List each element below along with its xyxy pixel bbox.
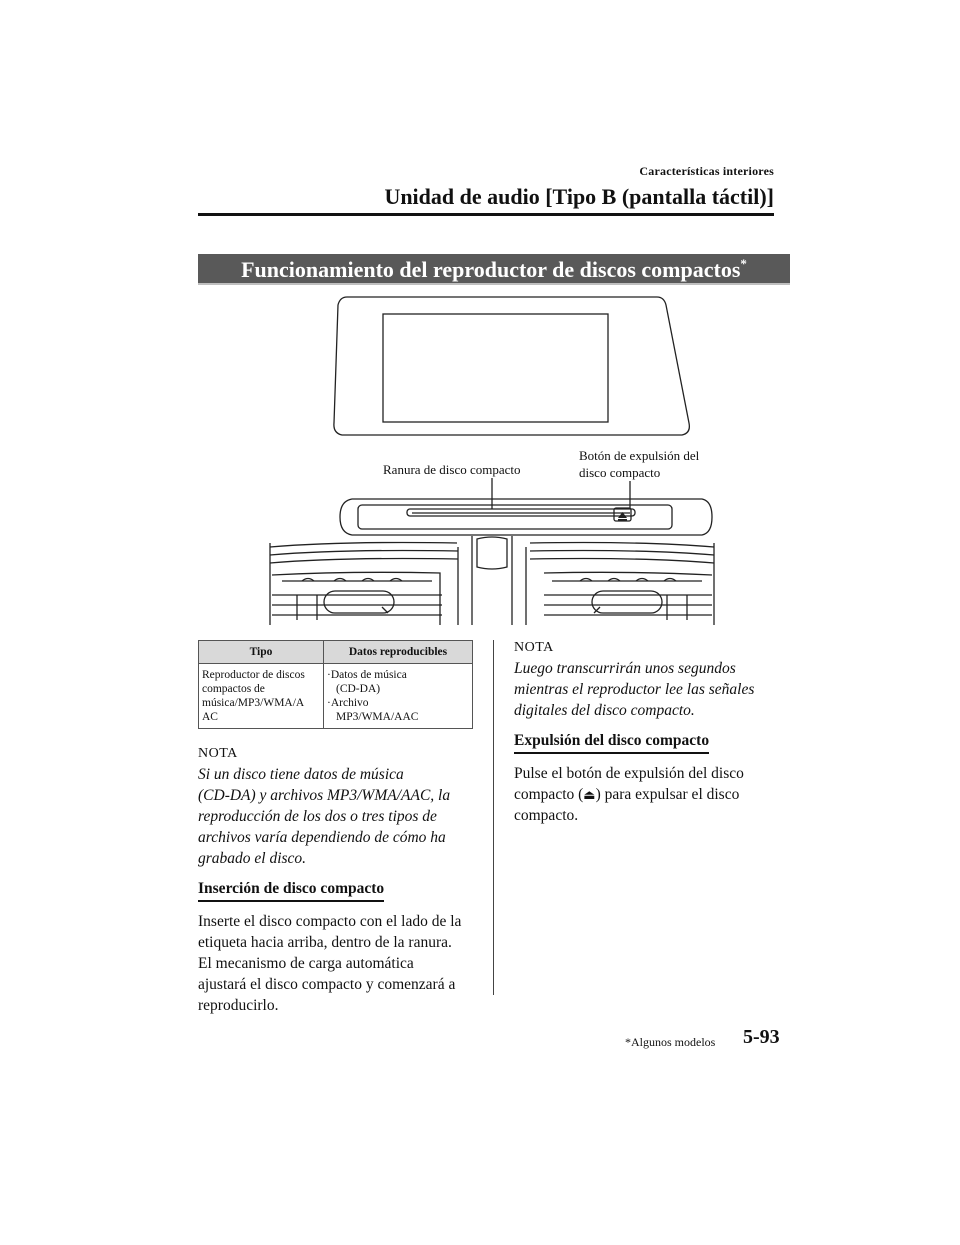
insert-line: ajustará el disco compacto y comenzará a — [198, 976, 456, 993]
eject-text: compacto ( — [514, 786, 584, 803]
page-number: 5-93 — [743, 1026, 780, 1048]
insert-line: El mecanismo de carga automática — [198, 955, 414, 972]
note-line: reproducción de los dos o tres tipos de — [198, 808, 437, 825]
eject-line: compacto. — [514, 807, 579, 824]
footnote: *Algunos modelos — [625, 1035, 716, 1049]
type-line: música/MP3/WMA/A — [202, 697, 305, 709]
type-cell — [199, 664, 324, 729]
insert-line: Inserte el disco compacto con el lado de la — [198, 913, 462, 930]
data-item-line: ·Archivo — [327, 697, 369, 709]
note-body — [514, 658, 784, 721]
table-row — [199, 664, 473, 729]
data-item — [327, 696, 469, 724]
data-cell — [324, 664, 473, 729]
eject-icon: ⏏ — [583, 787, 596, 802]
playable-data-table — [198, 640, 473, 729]
table-header-type: Tipo — [199, 641, 324, 664]
insert-line: reproducirlo. — [198, 997, 279, 1014]
eject-heading: Expulsión del disco compacto — [514, 732, 709, 754]
note-line: (CD-DA) y archivos MP3/WMA/AAC, la — [198, 787, 451, 804]
note-label: NOTA — [198, 746, 238, 761]
eject-line — [514, 784, 784, 805]
left-column — [198, 746, 483, 1016]
eject-line: Pulse el botón de expulsión del disco — [514, 765, 744, 782]
slot-callout: Ranura de disco compacto — [383, 462, 521, 477]
insert-line: etiqueta hacia arriba, dentro de la ranura. — [198, 934, 452, 951]
data-item-line: (CD-DA) — [336, 683, 381, 695]
eject-paragraph — [514, 763, 784, 826]
banner-title: Funcionamiento del reproductor de discos compactos — [241, 257, 741, 282]
data-item — [327, 668, 469, 696]
chapter-title: Unidad de audio [Tipo B (pantalla táctil)] — [384, 184, 774, 209]
insert-paragraph — [198, 911, 483, 1016]
section-banner — [198, 254, 790, 285]
section-label: Características interiores — [639, 164, 774, 178]
note-line: Luego transcurrirán unos segundos — [514, 660, 736, 677]
audio-unit-illustration — [262, 295, 722, 630]
note-line: archivos varía dependiendo de cómo ha — [198, 829, 446, 846]
note-line: mientras el reproductor lee las señales — [514, 681, 755, 698]
note-body — [198, 764, 483, 869]
eject-callout-line1: Botón de expulsión del — [579, 448, 700, 463]
eject-text: ) para expulsar el disco — [595, 786, 740, 803]
note-line: digitales del disco compacto. — [514, 702, 695, 719]
data-item-line: ·Datos de música — [327, 669, 407, 681]
type-line: AC — [202, 711, 218, 723]
right-column — [514, 640, 784, 826]
note-line: Si un disco tiene datos de música — [198, 766, 404, 783]
banner-asterisk: * — [740, 256, 747, 271]
type-line: compactos de — [202, 683, 265, 695]
header-rule — [198, 213, 774, 216]
eject-callout — [579, 447, 699, 481]
type-line: Reproductor de discos — [202, 669, 305, 681]
table-header-data: Datos reproducibles — [324, 641, 473, 664]
insert-heading: Inserción de disco compacto — [198, 880, 384, 902]
data-item-line: MP3/WMA/AAC — [336, 711, 419, 723]
note-line: grabado el disco. — [198, 850, 307, 867]
eject-callout-line2: disco compacto — [579, 465, 661, 480]
note-label: NOTA — [514, 640, 554, 655]
column-divider — [493, 640, 494, 995]
